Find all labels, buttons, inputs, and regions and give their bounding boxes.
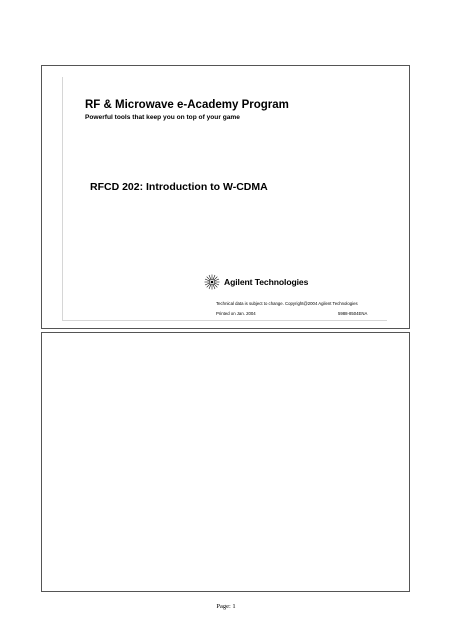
program-subtitle: Powerful tools that keep you on top of your game: [85, 114, 240, 121]
part-number: 5988-8504ENA: [338, 311, 368, 316]
logo-text: Agilent Technologies: [224, 277, 309, 287]
agilent-logo: [204, 274, 308, 290]
slide-1: [41, 65, 410, 329]
program-title: RF & Microwave e-Academy Program: [85, 99, 289, 111]
agilent-spark-icon: [204, 274, 220, 290]
disclaimer-text: Technical data is subject to change. Copyright@2004 Agilent Technologies: [216, 301, 358, 306]
printed-date: Printed on Jan. 2004: [216, 311, 256, 316]
page-number: Page: 1: [216, 603, 236, 610]
slide-2-blank: [41, 332, 410, 592]
course-title: RFCD 202: Introduction to W-CDMA: [90, 181, 268, 193]
